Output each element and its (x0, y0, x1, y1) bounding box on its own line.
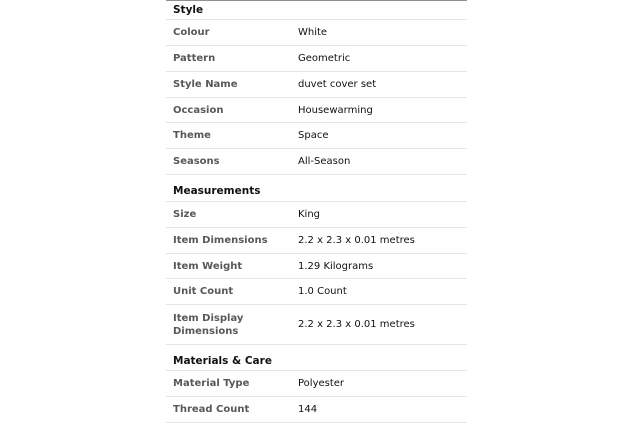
spec-row-item-display-dimensions (166, 305, 467, 345)
spec-value: White (298, 27, 328, 38)
spec-label: Item Display Dimensions (173, 312, 244, 337)
spec-row-seasons (166, 149, 467, 175)
section-heading-measurements: Measurements (166, 175, 467, 202)
spec-label: Size (173, 209, 197, 220)
section-heading-style: Style (166, 1, 467, 20)
spec-value: Housewarming (298, 104, 373, 116)
spec-row-pattern (166, 46, 467, 72)
spec-label: Thread Count (173, 404, 250, 415)
spec-label: Occasion (173, 104, 224, 116)
spec-label: Pattern (173, 53, 216, 64)
spec-row-colour (166, 20, 467, 46)
spec-row-style-name (166, 72, 467, 98)
spec-label: Material Type (173, 378, 250, 389)
spec-value: Space (298, 130, 329, 141)
section-heading-materials-care: Materials & Care (166, 345, 467, 371)
product-details-panel (166, 0, 467, 423)
spec-value: All-Season (298, 156, 351, 167)
spec-label: Unit Count (173, 286, 234, 297)
spec-value: Geometric (298, 53, 351, 64)
spec-row-theme (166, 123, 467, 149)
spec-value: 2.2 x 2.3 x 0.01 metres (298, 235, 415, 246)
spec-value: Polyester (298, 378, 345, 389)
spec-value: duvet cover set (298, 79, 377, 90)
spec-label: Item Dimensions (173, 235, 268, 246)
spec-row-unit-count (166, 279, 467, 305)
spec-row-thread-count (166, 397, 467, 423)
spec-value: 144 (298, 404, 318, 415)
spec-value: 1.29 Kilograms (298, 260, 374, 272)
spec-label: Colour (173, 27, 210, 38)
spec-row-item-weight (166, 254, 467, 279)
spec-label: Theme (173, 130, 211, 141)
spec-value: 2.2 x 2.3 x 0.01 metres (298, 319, 415, 330)
spec-label: Seasons (173, 156, 220, 167)
spec-row-occasion (166, 98, 467, 123)
spec-label: Item Weight (173, 260, 243, 272)
spec-row-material-type (166, 371, 467, 397)
spec-row-item-dimensions (166, 228, 467, 254)
spec-label: Style Name (173, 79, 238, 90)
spec-value: King (298, 209, 321, 220)
spec-value: 1.0 Count (298, 286, 347, 297)
spec-row-size (166, 202, 467, 228)
